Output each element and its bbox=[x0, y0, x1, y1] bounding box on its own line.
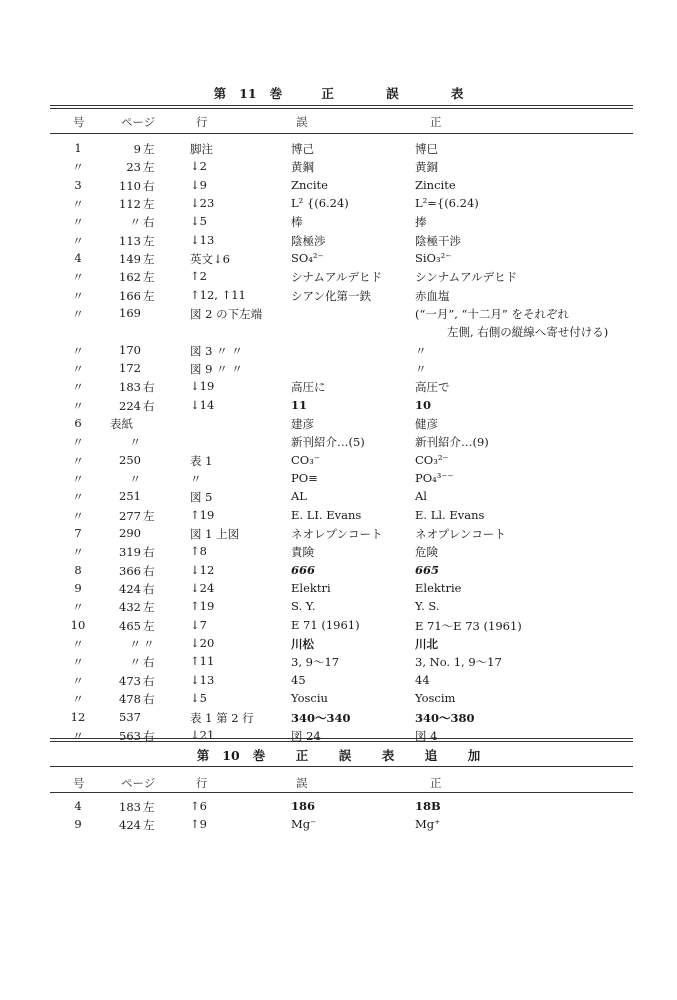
cell-page bbox=[110, 434, 162, 450]
title-vol11-kan: 巻 bbox=[269, 86, 283, 101]
cell-page-side: 右 bbox=[143, 178, 155, 193]
title-vol11-hyo: 表 bbox=[450, 86, 464, 101]
cell-correct: PO₄³⁻⁻ bbox=[415, 470, 454, 485]
cell-issue-no: 12 bbox=[70, 709, 86, 724]
cell-page-number: 表紙 bbox=[110, 416, 133, 431]
cell-page-side: 左 bbox=[143, 618, 155, 633]
table-row bbox=[0, 817, 677, 835]
cell-line: 脚注 bbox=[190, 142, 213, 156]
cell-correct: Yoscim bbox=[415, 691, 456, 706]
cell-wrong: 340〜340 bbox=[291, 710, 351, 725]
cell-correct: Al bbox=[415, 489, 427, 504]
header-wrong: 誤 bbox=[296, 115, 308, 129]
cell-page bbox=[110, 453, 162, 467]
title-vol10-hyo: 表 bbox=[381, 748, 395, 763]
cell-wrong: Mg⁻ bbox=[291, 817, 317, 831]
cell-correct: 新刊紹介…(9) bbox=[415, 435, 489, 450]
cell-page-number: 250 bbox=[119, 452, 141, 467]
cell-page bbox=[110, 398, 162, 414]
title-vol11-dai: 第 bbox=[213, 86, 227, 101]
cell-issue-no: 〃 bbox=[72, 545, 84, 560]
cell-page-number: 113 bbox=[119, 233, 141, 248]
cell-page-number: 424 bbox=[119, 582, 141, 597]
cell-issue-no: 〃 bbox=[72, 435, 84, 450]
cell-page-number: 424 bbox=[119, 818, 141, 832]
cell-correct: 〃 bbox=[415, 343, 427, 358]
cell-page bbox=[110, 817, 162, 833]
cell-page-side: 右 bbox=[143, 380, 155, 395]
cell-page bbox=[110, 269, 162, 285]
cell-issue-no: 〃 bbox=[72, 307, 84, 322]
cell-issue-no: 〃 bbox=[72, 398, 84, 413]
cell-page-number: 149 bbox=[119, 252, 141, 267]
table-row bbox=[0, 269, 677, 287]
cell-wrong: Yosciu bbox=[291, 691, 328, 706]
cell-correct: 高圧で bbox=[415, 380, 450, 395]
cell-correct: 44 bbox=[415, 672, 430, 687]
cell-issue-no: 〃 bbox=[72, 343, 84, 358]
cell-issue-no: 7 bbox=[74, 526, 82, 540]
table-row bbox=[0, 288, 677, 306]
cell-page bbox=[110, 563, 162, 579]
errata-title-vol10-addendum bbox=[0, 746, 677, 764]
cell-page-side: 左 bbox=[143, 508, 155, 523]
cell-page bbox=[110, 599, 162, 615]
cell-page-number: 478 bbox=[119, 692, 141, 707]
cell-wrong: SO₄²⁻ bbox=[291, 251, 324, 266]
cell-correct: E. Ll. Evans bbox=[415, 507, 485, 522]
cell-issue-no: 〃 bbox=[72, 728, 84, 743]
cell-page bbox=[110, 710, 162, 724]
cell-line: ↑6 bbox=[190, 799, 207, 813]
cell-correct: 10 bbox=[415, 397, 432, 412]
cell-line: 図 2 の下左端 bbox=[190, 307, 263, 322]
table-row bbox=[0, 581, 677, 599]
cell-issue-no: 〃 bbox=[72, 692, 84, 707]
table-row bbox=[0, 159, 677, 177]
cell-wrong: 棒 bbox=[291, 215, 303, 230]
cell-line: 図 3 〃 〃 bbox=[190, 343, 243, 358]
header2-correct: 正 bbox=[430, 776, 442, 790]
table-row bbox=[0, 416, 677, 434]
cell-correct: (“一月”, “十二月” をそれぞれ bbox=[415, 307, 569, 322]
cell-page bbox=[110, 214, 162, 230]
cell-page bbox=[110, 343, 162, 357]
header2-page: ページ bbox=[121, 776, 156, 790]
cell-line: ↓13 bbox=[190, 672, 215, 687]
cell-page-number: 170 bbox=[119, 342, 141, 357]
cell-line: ↑2 bbox=[190, 269, 207, 284]
cell-issue-no: 8 bbox=[74, 562, 82, 577]
cell-wrong: 11 bbox=[291, 397, 308, 412]
cell-page bbox=[110, 306, 162, 320]
cell-page-number: 432 bbox=[119, 600, 141, 615]
cell-issue-no: 〃 bbox=[72, 508, 84, 523]
title-vol10-sei: 正 bbox=[295, 748, 309, 763]
cell-page bbox=[110, 178, 162, 194]
cell-page-number: 473 bbox=[119, 673, 141, 688]
cell-page-number: 563 bbox=[119, 728, 141, 743]
cell-wrong: シナムアルデヒド bbox=[291, 270, 382, 285]
cell-line: ↑12, ↑11 bbox=[190, 287, 246, 302]
cell-correct: CO₃²⁻ bbox=[415, 452, 449, 467]
cell-page-side: 〃 bbox=[143, 637, 155, 652]
cell-wrong: Zncite bbox=[291, 177, 328, 192]
cell-page-side: 左 bbox=[143, 800, 155, 814]
table1-bottom-rule bbox=[50, 738, 633, 742]
cell-wrong: 黄鋼 bbox=[291, 160, 314, 175]
cell-correct: 健彦 bbox=[415, 416, 438, 431]
cell-line: ↑9 bbox=[190, 817, 207, 831]
cell-correct-continued: 左側, 右側の縦線へ寄せ付ける) bbox=[447, 325, 609, 340]
cell-line: ↓9 bbox=[190, 177, 207, 192]
cell-page-number: 166 bbox=[119, 288, 141, 303]
cell-issue-no: 〃 bbox=[72, 600, 84, 615]
cell-correct: 川北 bbox=[415, 637, 438, 652]
cell-issue-no: 〃 bbox=[72, 471, 84, 486]
header-page: ページ bbox=[121, 115, 156, 129]
cell-page-number: 〃 bbox=[129, 215, 141, 230]
cell-page-number: 〃 bbox=[129, 435, 141, 450]
cell-correct: 赤血塩 bbox=[415, 288, 450, 303]
title-vol10-ka: 加 bbox=[467, 748, 481, 763]
cell-issue-no: 〃 bbox=[72, 270, 84, 285]
cell-line: 〃 bbox=[190, 471, 202, 486]
cell-page bbox=[110, 489, 162, 503]
title-vol10-dai: 第 bbox=[196, 748, 210, 763]
cell-issue-no: 〃 bbox=[72, 673, 84, 688]
table-row bbox=[0, 710, 677, 728]
table-row bbox=[0, 178, 677, 196]
cell-page-number: 162 bbox=[119, 270, 141, 285]
cell-line: ↓19 bbox=[190, 379, 215, 394]
header2-no: 号 bbox=[73, 776, 85, 790]
cell-page-number: 290 bbox=[119, 526, 141, 540]
cell-page-side: 左 bbox=[143, 233, 155, 248]
cell-page bbox=[110, 691, 162, 707]
cell-correct: 3, No. 1, 9〜17 bbox=[415, 655, 502, 670]
cell-line: ↓24 bbox=[190, 581, 215, 596]
cell-page-number: 465 bbox=[119, 618, 141, 633]
cell-page-number: 〃 bbox=[129, 471, 141, 486]
cell-wrong: 陰極渉 bbox=[291, 233, 326, 248]
title-vol10-tsui: 追 bbox=[424, 748, 438, 763]
title-vol10-kan: 巻 bbox=[252, 748, 266, 763]
cell-page-number: 〃 bbox=[129, 637, 141, 652]
table-row bbox=[0, 141, 677, 159]
cell-page-side: 左 bbox=[143, 160, 155, 175]
cell-issue-no: 〃 bbox=[72, 361, 84, 376]
cell-issue-no: 10 bbox=[70, 617, 86, 632]
table1-header-rule bbox=[50, 133, 633, 134]
cell-issue-no: 1 bbox=[74, 141, 82, 155]
cell-page bbox=[110, 799, 162, 815]
cell-issue-no: 〃 bbox=[72, 490, 84, 505]
cell-issue-no: 9 bbox=[74, 817, 82, 831]
cell-page-number: 〃 bbox=[129, 655, 141, 670]
cell-wrong: 186 bbox=[291, 799, 316, 813]
cell-wrong: CO₃⁻ bbox=[291, 452, 320, 467]
cell-wrong: 高圧に bbox=[291, 380, 326, 395]
cell-wrong: 博己 bbox=[291, 142, 314, 156]
cell-page-side: 右 bbox=[143, 582, 155, 597]
cell-page-number: 183 bbox=[119, 800, 141, 814]
cell-correct: 340〜380 bbox=[415, 710, 475, 725]
cell-page bbox=[110, 361, 162, 375]
table-row bbox=[0, 471, 677, 489]
title-vol10-go: 誤 bbox=[338, 748, 352, 763]
table2-header-rule bbox=[50, 792, 633, 793]
cell-page-side: 左 bbox=[143, 142, 155, 156]
table-row bbox=[0, 361, 677, 379]
cell-page bbox=[110, 526, 162, 540]
cell-page bbox=[110, 544, 162, 560]
cell-page-number: 9 bbox=[133, 142, 141, 156]
cell-line: ↑19 bbox=[190, 507, 215, 522]
table-row bbox=[0, 343, 677, 361]
cell-page-number: 183 bbox=[119, 380, 141, 395]
header2-line: 行 bbox=[196, 776, 208, 790]
cell-issue-no: 4 bbox=[74, 799, 82, 813]
cell-page bbox=[110, 673, 162, 689]
cell-line: ↑11 bbox=[190, 654, 215, 669]
cell-page bbox=[110, 141, 162, 157]
cell-correct: E 71〜E 73 (1961) bbox=[415, 618, 522, 633]
cell-page bbox=[110, 288, 162, 304]
cell-issue-no: 4 bbox=[74, 251, 82, 266]
cell-page-side: 右 bbox=[143, 728, 155, 743]
cell-page bbox=[110, 251, 162, 267]
cell-page-side: 左 bbox=[143, 288, 155, 303]
cell-issue-no: 〃 bbox=[72, 215, 84, 230]
cell-issue-no: 〃 bbox=[72, 197, 84, 212]
cell-line: 図 1 上図 bbox=[190, 527, 240, 541]
cell-wrong: 45 bbox=[291, 672, 306, 687]
cell-correct: 陰極干渉 bbox=[415, 233, 461, 248]
table-row bbox=[0, 489, 677, 507]
cell-issue-no: 〃 bbox=[72, 655, 84, 670]
cell-correct: シンナムアルデヒド bbox=[415, 270, 518, 285]
cell-page bbox=[110, 654, 162, 670]
table-row bbox=[0, 214, 677, 232]
table-row bbox=[0, 799, 677, 817]
cell-page-side: 右 bbox=[143, 673, 155, 688]
cell-issue-no: 〃 bbox=[72, 453, 84, 468]
cell-wrong: 3, 9〜17 bbox=[291, 655, 340, 670]
table-row bbox=[0, 618, 677, 636]
cell-line: 表 1 bbox=[190, 453, 213, 468]
cell-line: ↑19 bbox=[190, 599, 215, 614]
cell-page-number: 277 bbox=[119, 508, 141, 523]
cell-page bbox=[110, 233, 162, 249]
table-row bbox=[0, 251, 677, 269]
table-row bbox=[0, 673, 677, 691]
title-vol11-go: 誤 bbox=[386, 86, 399, 101]
title-vol10-num: 10 bbox=[222, 748, 240, 763]
cell-page-side: 左 bbox=[143, 818, 155, 832]
cell-wrong: 川松 bbox=[291, 637, 314, 652]
cell-page bbox=[110, 471, 162, 487]
cell-line: ↓12 bbox=[190, 562, 215, 577]
header2-wrong: 誤 bbox=[296, 776, 308, 790]
cell-wrong: Elektri bbox=[291, 581, 331, 596]
cell-page-number: 537 bbox=[119, 709, 141, 724]
cell-line: ↓5 bbox=[190, 214, 207, 229]
cell-page-side: 左 bbox=[143, 252, 155, 267]
cell-line: ↓23 bbox=[190, 196, 215, 211]
cell-page-side: 右 bbox=[143, 655, 155, 670]
cell-correct: 捧 bbox=[415, 215, 427, 230]
cell-page-side: 右 bbox=[143, 398, 155, 413]
cell-page-number: 169 bbox=[119, 306, 141, 321]
cell-correct: Zincite bbox=[415, 177, 456, 192]
cell-page-number: 366 bbox=[119, 563, 141, 578]
cell-wrong: E. LI. Evans bbox=[291, 507, 362, 522]
cell-issue-no: 〃 bbox=[72, 637, 84, 652]
cell-line: 図 9 〃 〃 bbox=[190, 361, 243, 376]
cell-wrong: シアン化第一鉄 bbox=[291, 288, 372, 303]
table-row bbox=[0, 434, 677, 452]
table-row bbox=[0, 563, 677, 581]
cell-line: 英文↓6 bbox=[190, 252, 230, 267]
cell-correct: Elektrie bbox=[415, 581, 462, 596]
cell-wrong: AL bbox=[291, 489, 307, 504]
cell-line: ↓14 bbox=[190, 397, 215, 412]
cell-wrong: 666 bbox=[291, 562, 316, 577]
table-row bbox=[0, 544, 677, 562]
table-row bbox=[0, 654, 677, 672]
table1-top-rule bbox=[50, 105, 633, 109]
table-row bbox=[0, 398, 677, 416]
errata-title-vol11 bbox=[0, 84, 677, 102]
cell-correct: ネオプレンコート bbox=[415, 527, 506, 541]
cell-line: ↓7 bbox=[190, 617, 207, 632]
table-row bbox=[0, 453, 677, 471]
header-no: 号 bbox=[73, 115, 85, 129]
cell-page-side: 左 bbox=[143, 600, 155, 615]
cell-page-number: 23 bbox=[126, 160, 141, 175]
cell-page bbox=[110, 618, 162, 634]
cell-line: ↑8 bbox=[190, 544, 207, 559]
cell-correct: 18B bbox=[415, 799, 441, 813]
cell-page-number: 110 bbox=[119, 178, 141, 193]
table-row bbox=[0, 526, 677, 544]
table-row bbox=[0, 636, 677, 654]
cell-correct: 黄銅 bbox=[415, 160, 438, 175]
title-vol11-num: 11 bbox=[239, 86, 257, 101]
cell-wrong: 建彦 bbox=[291, 416, 314, 431]
table-row bbox=[0, 379, 677, 397]
cell-issue-no: 〃 bbox=[72, 160, 84, 175]
cell-line: ↓20 bbox=[190, 636, 215, 651]
cell-correct: 図 4 bbox=[415, 728, 438, 743]
cell-page bbox=[110, 159, 162, 175]
cell-page-side: 右 bbox=[143, 563, 155, 578]
table-row bbox=[0, 691, 677, 709]
cell-correct: 〃 bbox=[415, 361, 427, 376]
cell-correct: 博巳 bbox=[415, 142, 438, 156]
cell-page bbox=[110, 636, 162, 652]
cell-wrong: PO≡ bbox=[291, 470, 318, 485]
cell-correct: 665 bbox=[415, 562, 440, 577]
cell-line: ↓21 bbox=[190, 727, 215, 742]
cell-wrong: 新刊紹介…(5) bbox=[291, 435, 365, 450]
cell-page-side: 左 bbox=[143, 197, 155, 212]
cell-correct: L²={(6.24) bbox=[415, 196, 479, 211]
table2-top-rule bbox=[50, 766, 633, 767]
table-row bbox=[0, 508, 677, 526]
cell-wrong: 責険 bbox=[291, 545, 314, 560]
cell-page-number: 224 bbox=[119, 398, 141, 413]
header-line: 行 bbox=[196, 115, 208, 129]
table-row bbox=[0, 196, 677, 214]
cell-page bbox=[110, 508, 162, 524]
cell-line: ↓13 bbox=[190, 232, 215, 247]
cell-page-number: 172 bbox=[119, 360, 141, 375]
cell-wrong: E 71 (1961) bbox=[291, 617, 360, 632]
cell-page-side: 左 bbox=[143, 270, 155, 285]
table-row bbox=[0, 233, 677, 251]
cell-correct: Mg⁺ bbox=[415, 817, 441, 831]
table-row bbox=[0, 306, 677, 340]
cell-issue-no: 9 bbox=[74, 581, 82, 596]
cell-wrong: 図 24 bbox=[291, 728, 321, 743]
cell-wrong: ネオレプンコート bbox=[291, 527, 383, 541]
header-correct: 正 bbox=[430, 115, 442, 129]
cell-wrong: L² {(6.24) bbox=[291, 196, 349, 211]
cell-page-number: 112 bbox=[119, 197, 141, 212]
cell-line: 表 1 第 2 行 bbox=[190, 710, 254, 725]
cell-issue-no: 6 bbox=[74, 415, 82, 430]
cell-issue-no: 3 bbox=[74, 177, 82, 192]
cell-page-side: 右 bbox=[143, 215, 155, 230]
cell-line: 図 5 bbox=[190, 490, 213, 505]
cell-page-number: 319 bbox=[119, 545, 141, 560]
cell-page-number: 251 bbox=[119, 489, 141, 504]
cell-page-side: 右 bbox=[143, 692, 155, 707]
cell-page bbox=[110, 196, 162, 212]
cell-correct: 危険 bbox=[415, 545, 438, 560]
title-vol11-sei: 正 bbox=[321, 86, 334, 101]
cell-issue-no: 〃 bbox=[72, 288, 84, 303]
cell-issue-no: 〃 bbox=[72, 233, 84, 248]
cell-wrong: S. Y. bbox=[291, 599, 316, 614]
cell-correct: SiO₃²⁻ bbox=[415, 251, 452, 266]
cell-correct: Y. S. bbox=[415, 599, 440, 614]
table-row bbox=[0, 599, 677, 617]
cell-issue-no: 〃 bbox=[72, 380, 84, 395]
cell-page bbox=[110, 379, 162, 395]
cell-page-side: 右 bbox=[143, 545, 155, 560]
cell-page bbox=[110, 581, 162, 597]
cell-line: ↓5 bbox=[190, 691, 207, 706]
table-row bbox=[0, 728, 677, 746]
cell-page bbox=[110, 416, 162, 432]
cell-line: ↓2 bbox=[190, 159, 207, 174]
